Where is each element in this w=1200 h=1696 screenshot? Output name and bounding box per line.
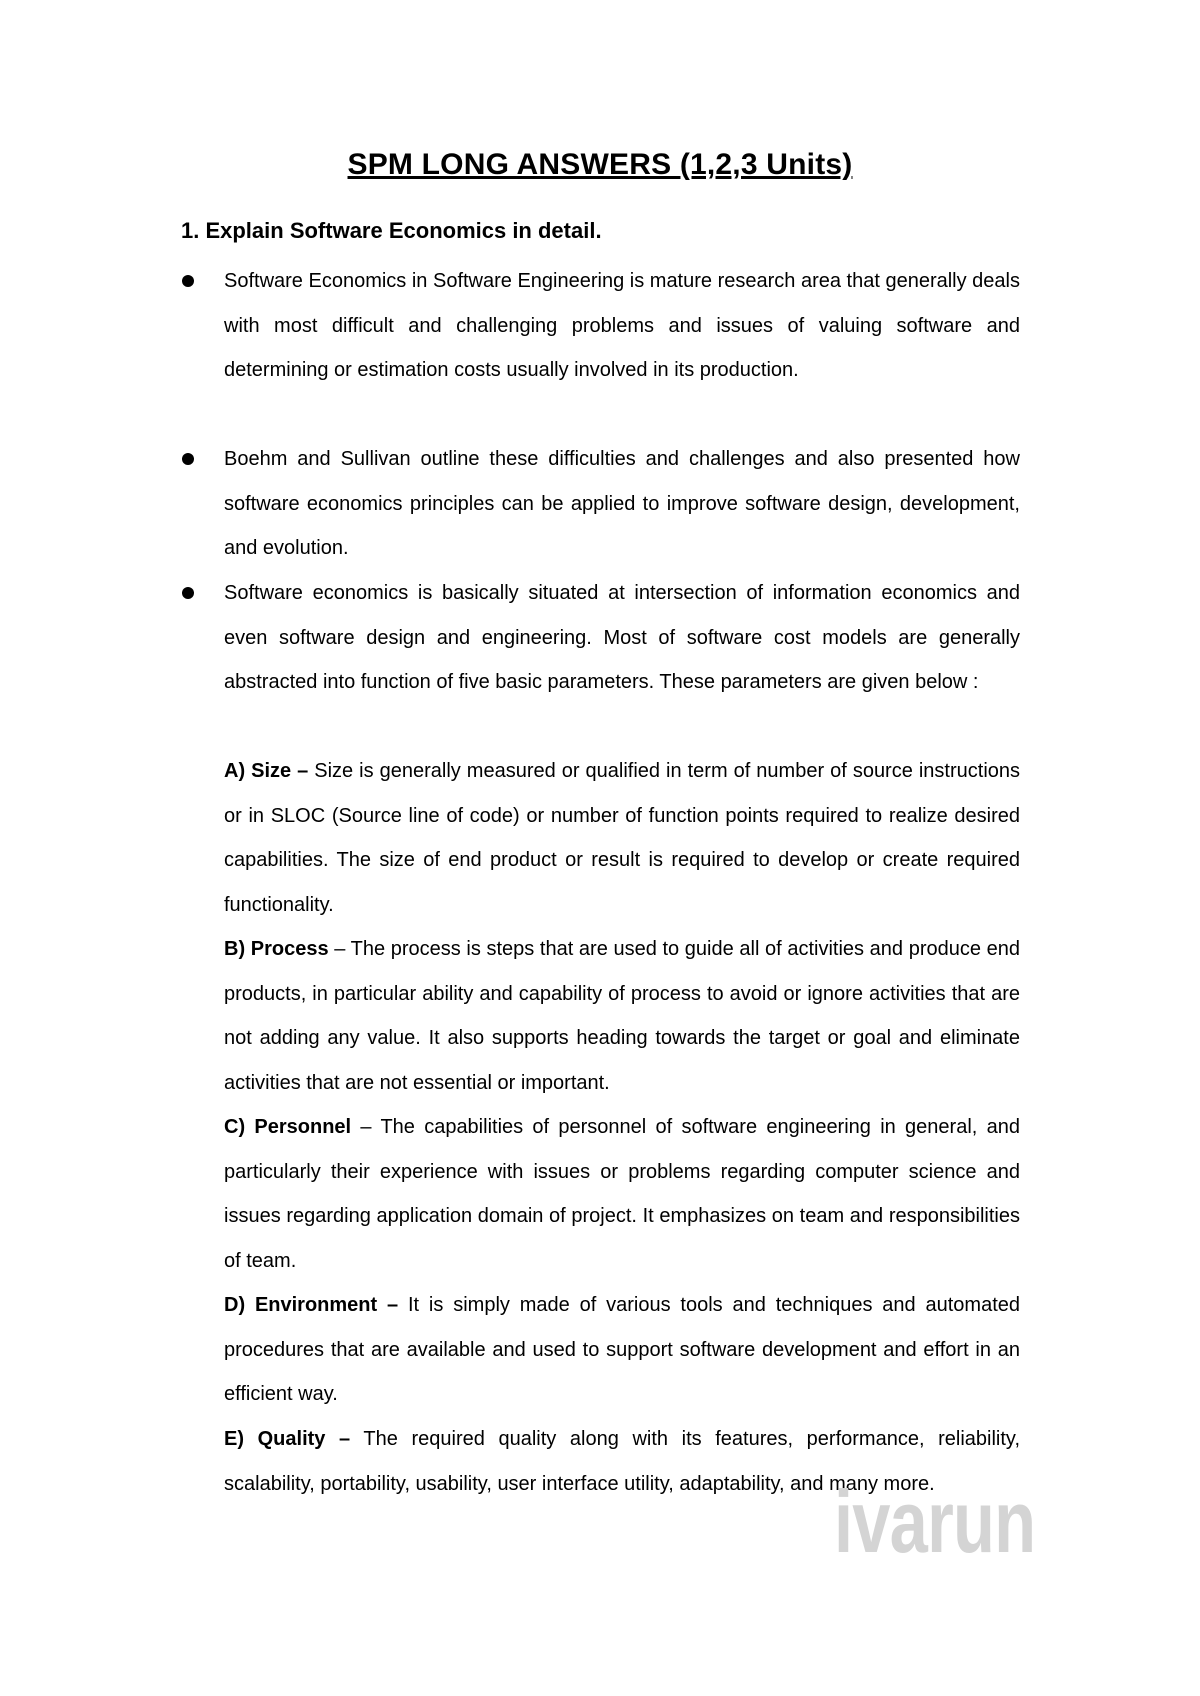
question-heading: 1. Explain Software Economics in detail.: [181, 218, 602, 243]
parameter-text: The required quality along with its features, performance, reliability, scalability, portability, usability, user interface utility, adaptability, and many more.: [224, 1428, 1021, 1495]
parameter-item: [224, 1283, 1020, 1417]
parameter-heading: E) Quality –: [224, 1428, 351, 1450]
parameter-text: – The capabilities of personnel of software engineering in general, and particularly their experience with issues or problems regarding computer science and issues regarding application domain of project. It emphasizes on team and responsibilities of team.: [224, 1116, 1020, 1272]
parameter-item: [224, 927, 1020, 1105]
bullet-item: [224, 571, 1020, 705]
parameter-heading: B) Process: [224, 938, 329, 960]
bullet-dot-icon: [182, 587, 194, 599]
bullet-item: [224, 437, 1020, 571]
parameter-item: [224, 1105, 1020, 1283]
parameter-item: [224, 749, 1020, 927]
bullet-text: Software economics is basically situated at intersection of information economics and even software design and engineering. Most of software cost models are generally abstracted into function of five basic parameters. These parameters are given below :: [224, 582, 1020, 693]
parameter-text: – The process is steps that are used to guide all of activities and produce end products, in particular ability and capability of process to avoid or ignore activities that are not adding any value. It also supports heading towards the target or goal and eliminate activities that are not essential or important.: [224, 938, 1020, 1094]
watermark: ivarun: [834, 1472, 1036, 1571]
bullet-dot-icon: [182, 453, 194, 465]
parameter-text: It is simply made of various tools and techniques and automated procedures that are available and used to support software development and effort in an efficient way.: [224, 1294, 1020, 1405]
parameter-heading: A) Size –: [224, 760, 309, 782]
bullet-text: Boehm and Sullivan outline these difficulties and challenges and also presented how software economics principles can be applied to improve software design, development, and evolution.: [224, 448, 1020, 559]
bullet-dot-icon: [182, 275, 194, 287]
parameter-heading: D) Environment –: [224, 1294, 399, 1316]
page-title: SPM LONG ANSWERS (1,2,3 Units): [347, 148, 853, 181]
parameter-text: Size is generally measured or qualified in term of number of source instructions or in SLOC (Source line of code) or number of function points required to realize desired capabilities. The size of end product or result is required to develop or create required functionality.: [224, 760, 1021, 916]
parameter-heading: C) Personnel: [224, 1116, 352, 1138]
bullet-item: [224, 259, 1020, 393]
bullet-text: Software Economics in Software Engineering is mature research area that generally deals with most difficult and challenging problems and issues of valuing software and determining or estimation costs usually involved in its production.: [224, 270, 1020, 381]
